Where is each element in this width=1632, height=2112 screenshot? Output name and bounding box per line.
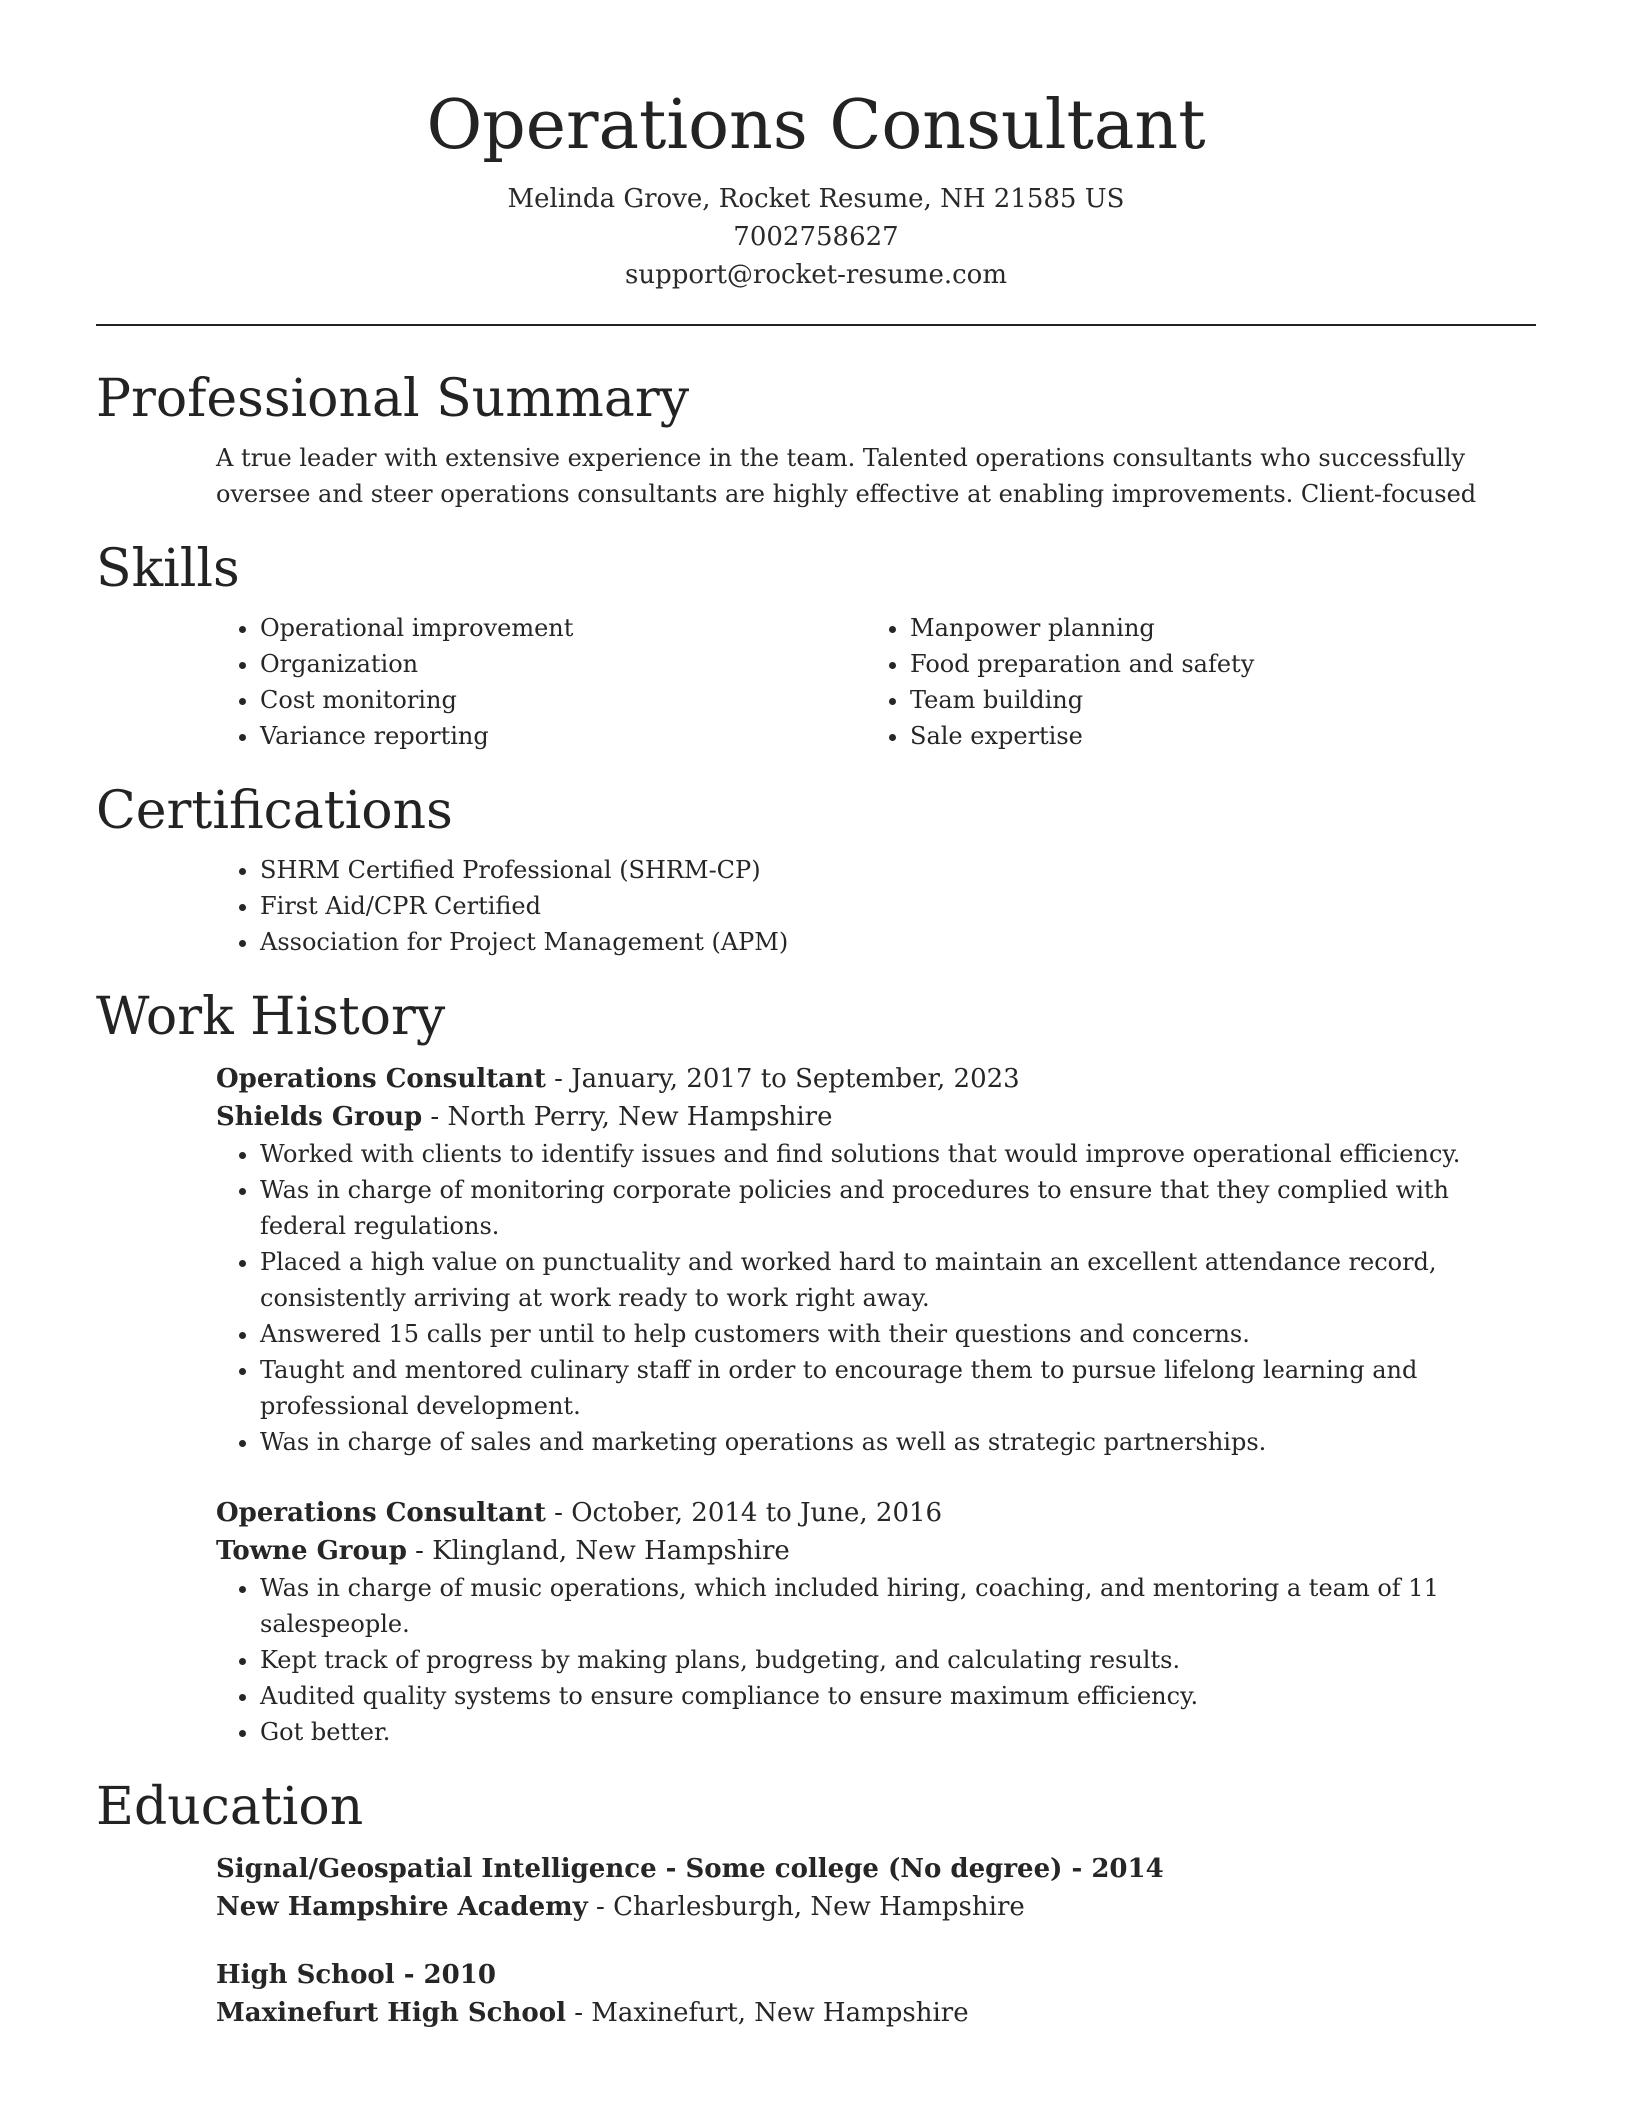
job-title-line [216, 1494, 1536, 1532]
education-location: - Maxinefurt, New Hampshire [565, 1998, 969, 2028]
job-bullet: • Kept track of progress by making plans, budgeting, and calculating results. [260, 1642, 1536, 1678]
job-company: Towne Group [216, 1536, 407, 1566]
education-location: - Charlesburgh, New Hampshire [587, 1892, 1025, 1922]
education-school-line [216, 1888, 1536, 1926]
education-school: Maxinefurt High School [216, 1998, 566, 2028]
education-entry [216, 1956, 1536, 2032]
job-bullet: • Audited quality systems to ensure compliance to ensure maximum efficiency. [260, 1678, 1536, 1714]
education-section [96, 1772, 1536, 2032]
skills-section [96, 534, 1536, 754]
job-title-line [216, 1060, 1536, 1098]
certification-item: • Association for Project Management (APM) [260, 924, 1536, 960]
job-bullet: • Was in charge of monitoring corporate policies and procedures to ensure that they complied with federal regulations. [260, 1172, 1536, 1244]
education-degree: Signal/Geospatial Intelligence - Some college (No degree) - 2014 [216, 1854, 1164, 1884]
certifications-body [96, 852, 1536, 960]
education-school: New Hampshire Academy [216, 1892, 588, 1922]
work-history-body [96, 1060, 1536, 1750]
contact-phone: 7002758627 [733, 222, 899, 252]
certification-item: • SHRM Certified Professional (SHRM-CP) [260, 852, 1536, 888]
job-bullet: • Placed a high value on punctuality and worked hard to maintain an excellent attendance record, consistently arriving at work ready to work right away. [260, 1244, 1536, 1316]
education-body [96, 1850, 1536, 2032]
skill-item: • Sale expertise [910, 718, 1516, 754]
contact-address: Melinda Grove, Rocket Resume, NH 21585 US [507, 184, 1125, 214]
skill-item: • Operational improvement [260, 610, 866, 646]
skill-item: • Team building [910, 682, 1516, 718]
skills-body [96, 610, 1536, 754]
skills-grid [216, 610, 1536, 754]
job-title: Operations Consultant [216, 1064, 546, 1094]
job-company: Shields Group [216, 1102, 423, 1132]
job-company-line [216, 1532, 1536, 1570]
skill-item: • Cost monitoring [260, 682, 866, 718]
job-bullet: • Was in charge of sales and marketing operations as well as strategic partnerships. [260, 1424, 1536, 1460]
summary-title: Professional Summary [96, 369, 690, 429]
skill-item: • Manpower planning [910, 610, 1516, 646]
skill-item: • Variance reporting [260, 718, 866, 754]
education-degree: High School - 2010 [216, 1960, 496, 1990]
skill-item: • Organization [260, 646, 866, 682]
resume-header [96, 0, 1536, 294]
summary-body [96, 440, 1536, 512]
job-location: - Klingland, New Hampshire [406, 1536, 790, 1566]
header-divider [96, 324, 1536, 326]
work-history-title: Work History [96, 987, 446, 1047]
job-bullet: • Got better. [260, 1714, 1536, 1750]
education-school-line [216, 1994, 1536, 2032]
job-title: Operations Consultant [216, 1498, 546, 1528]
skills-title: Skills [96, 539, 240, 599]
job-bullet: • Taught and mentored culinary staff in order to encourage them to pursue lifelong learning and professional development. [260, 1352, 1536, 1424]
education-entry [216, 1850, 1536, 1926]
job-bullet: • Worked with clients to identify issues and find solutions that would improve operational efficiency. [260, 1136, 1536, 1172]
job-dates: - October, 2014 to June, 2016 [545, 1498, 943, 1528]
skills-column-left [216, 610, 866, 754]
certification-item: • First Aid/CPR Certified [260, 888, 1536, 924]
resume-name: Operations Consultant [426, 86, 1206, 165]
job-bullet: • Was in charge of music operations, which included hiring, coaching, and mentoring a team of 11 salespeople. [260, 1570, 1536, 1642]
certifications-title: Certifications [96, 781, 453, 841]
education-title: Education [96, 1777, 364, 1837]
skill-item: • Food preparation and safety [910, 646, 1516, 682]
job-bullet: • Answered 15 calls per until to help customers with their questions and concerns. [260, 1316, 1536, 1352]
job-company-line [216, 1098, 1536, 1136]
job-entry [216, 1494, 1536, 1750]
skills-column-right [866, 610, 1516, 754]
job-location: - North Perry, New Hampshire [422, 1102, 833, 1132]
contact-block [96, 180, 1536, 294]
summary-section [96, 364, 1536, 512]
summary-text: A true leader with extensive experience in the team. Talented operations consultants who successfully oversee and steer operations consultants are highly effective at enabling improvements. Client-focused [216, 444, 1477, 508]
work-history-section [96, 982, 1536, 1750]
contact-email: support@rocket-resume.com [624, 260, 1007, 290]
job-dates: - January, 2017 to September, 2023 [545, 1064, 1020, 1094]
certifications-section [96, 776, 1536, 960]
job-entry [216, 1060, 1536, 1460]
